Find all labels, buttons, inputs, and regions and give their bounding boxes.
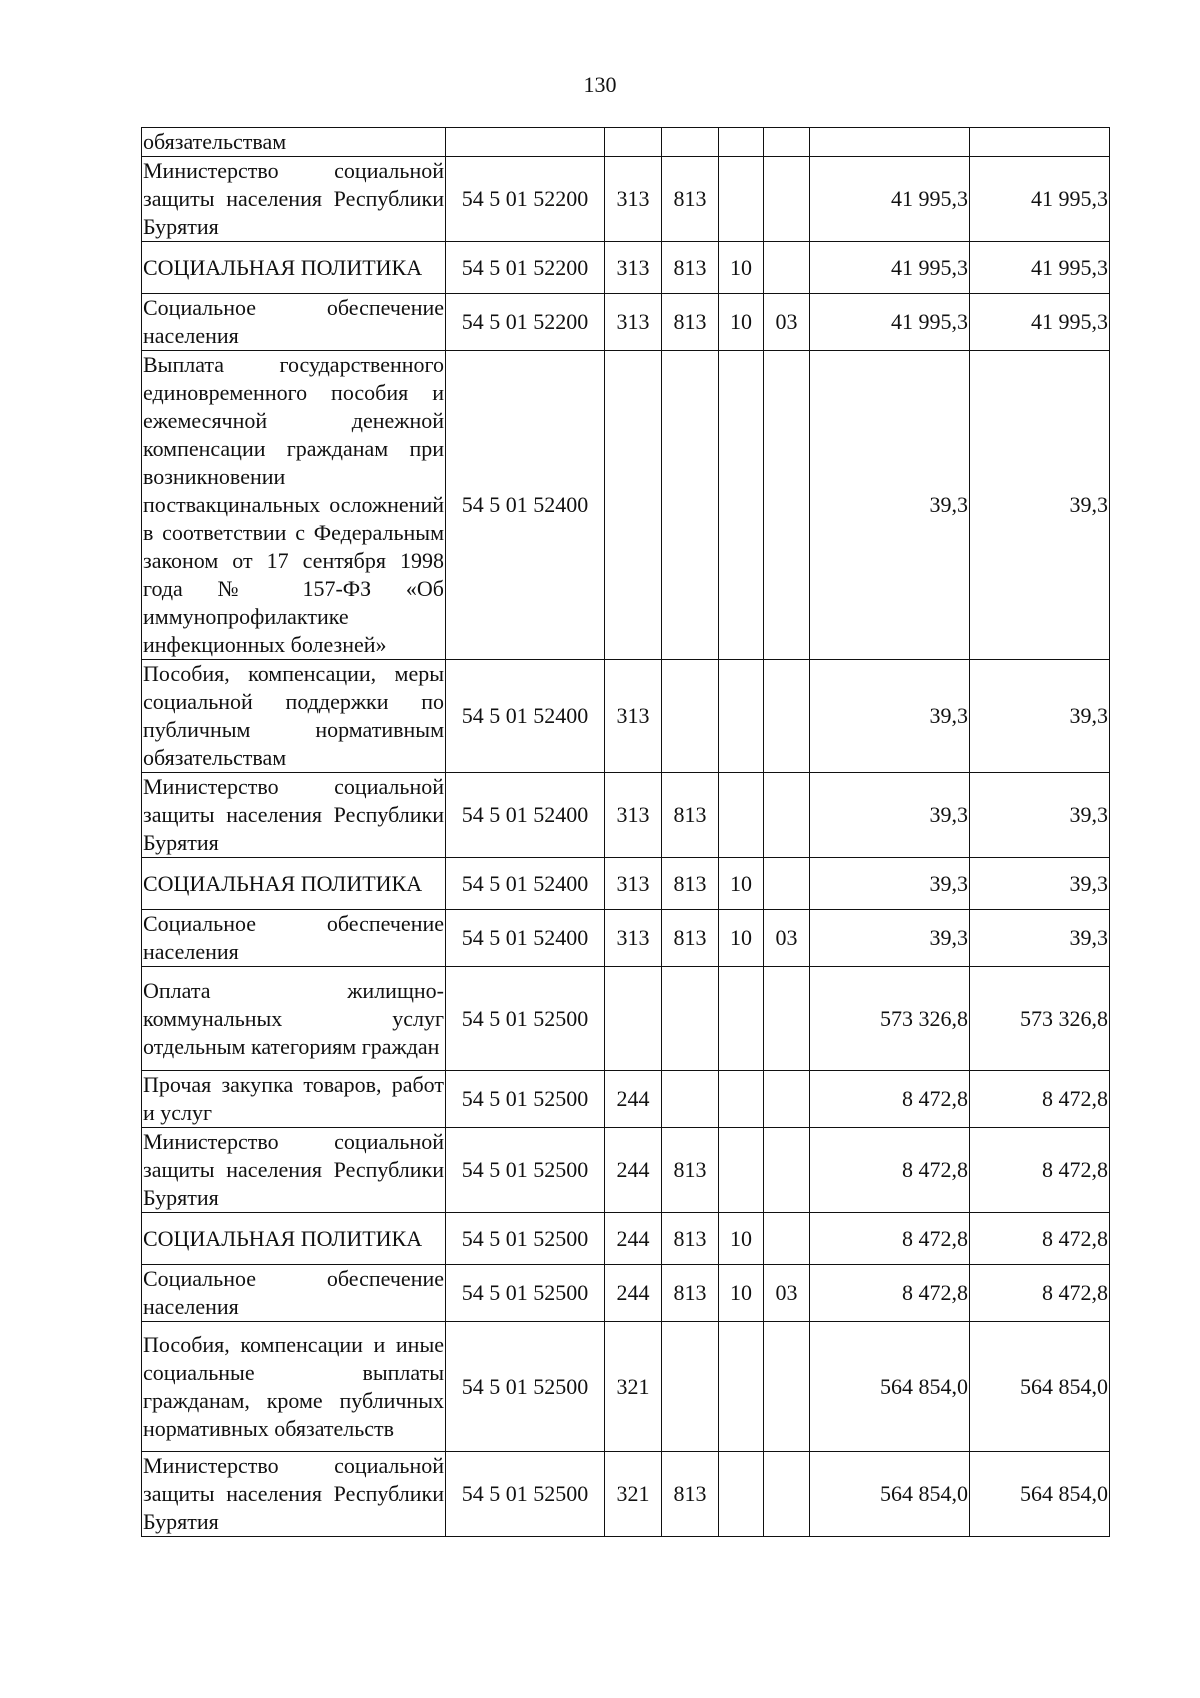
ministry-code bbox=[662, 1322, 719, 1452]
table-row bbox=[142, 1071, 1110, 1128]
section-code bbox=[719, 1452, 764, 1537]
table-row bbox=[142, 967, 1110, 1071]
amount-2: 41 995,3 bbox=[970, 242, 1110, 294]
amount-1: 573 326,8 bbox=[810, 967, 970, 1071]
target-code: 54 5 01 52500 bbox=[446, 1071, 605, 1128]
target-code: 54 5 01 52200 bbox=[446, 157, 605, 242]
table-row bbox=[142, 1452, 1110, 1537]
ministry-code: 813 bbox=[662, 858, 719, 910]
row-name: Министерство социальной защиты населения Республики Бурятия bbox=[142, 1128, 446, 1213]
subsection-code bbox=[764, 157, 810, 242]
subsection-code bbox=[764, 128, 810, 157]
subsection-code bbox=[764, 1213, 810, 1265]
subsection-code bbox=[764, 1071, 810, 1128]
amount-2: 39,3 bbox=[970, 773, 1110, 858]
budget-table bbox=[141, 127, 1110, 1537]
expense-type-code: 313 bbox=[605, 157, 662, 242]
subsection-code bbox=[764, 1452, 810, 1537]
expense-type-code: 313 bbox=[605, 773, 662, 858]
ministry-code: 813 bbox=[662, 1128, 719, 1213]
section-code: 10 bbox=[719, 294, 764, 351]
table-row bbox=[142, 351, 1110, 660]
ministry-code: 813 bbox=[662, 294, 719, 351]
row-name: Министерство социальной защиты населения Республики Бурятия bbox=[142, 773, 446, 858]
table-row bbox=[142, 773, 1110, 858]
expense-type-code: 313 bbox=[605, 660, 662, 773]
subsection-code bbox=[764, 773, 810, 858]
amount-2: 564 854,0 bbox=[970, 1452, 1110, 1537]
expense-type-code: 244 bbox=[605, 1265, 662, 1322]
target-code: 54 5 01 52400 bbox=[446, 773, 605, 858]
table-row bbox=[142, 128, 1110, 157]
section-code: 10 bbox=[719, 858, 764, 910]
table-row bbox=[142, 660, 1110, 773]
subsection-code bbox=[764, 242, 810, 294]
table-row bbox=[142, 242, 1110, 294]
expense-type-code: 313 bbox=[605, 242, 662, 294]
amount-2: 39,3 bbox=[970, 910, 1110, 967]
section-code bbox=[719, 773, 764, 858]
target-code: 54 5 01 52500 bbox=[446, 1452, 605, 1537]
row-name: Социальное обеспечение населения bbox=[142, 1265, 446, 1322]
amount-1: 39,3 bbox=[810, 858, 970, 910]
row-name: СОЦИАЛЬНАЯ ПОЛИТИКА bbox=[142, 1213, 446, 1265]
row-name: СОЦИАЛЬНАЯ ПОЛИТИКА bbox=[142, 858, 446, 910]
amount-2: 8 472,8 bbox=[970, 1265, 1110, 1322]
target-code: 54 5 01 52400 bbox=[446, 910, 605, 967]
row-name: Министерство социальной защиты населения Республики Бурятия bbox=[142, 157, 446, 242]
amount-1: 41 995,3 bbox=[810, 294, 970, 351]
ministry-code: 813 bbox=[662, 1452, 719, 1537]
expense-type-code: 244 bbox=[605, 1128, 662, 1213]
expense-type-code: 321 bbox=[605, 1452, 662, 1537]
expense-type-code: 244 bbox=[605, 1071, 662, 1128]
ministry-code bbox=[662, 1071, 719, 1128]
table-row bbox=[142, 1265, 1110, 1322]
expense-type-code: 313 bbox=[605, 294, 662, 351]
section-code bbox=[719, 1322, 764, 1452]
amount-2: 41 995,3 bbox=[970, 157, 1110, 242]
target-code: 54 5 01 52500 bbox=[446, 1128, 605, 1213]
amount-2: 39,3 bbox=[970, 858, 1110, 910]
amount-1: 564 854,0 bbox=[810, 1322, 970, 1452]
amount-1: 8 472,8 bbox=[810, 1213, 970, 1265]
row-name: Выплата государственного единовременного пособия и ежемесячной денежной компенсации гражданам при возникновении поствакцинальных осложнений в соответствии с Федеральным законом от 17 сентября 1998 года № 157-ФЗ «Об иммунопрофилактике инфекционных болезней» bbox=[142, 351, 446, 660]
amount-2: 8 472,8 bbox=[970, 1071, 1110, 1128]
section-code: 10 bbox=[719, 1265, 764, 1322]
amount-2: 39,3 bbox=[970, 351, 1110, 660]
target-code: 54 5 01 52400 bbox=[446, 858, 605, 910]
section-code: 10 bbox=[719, 1213, 764, 1265]
row-name: Министерство социальной защиты населения Республики Бурятия bbox=[142, 1452, 446, 1537]
subsection-code bbox=[764, 967, 810, 1071]
expense-type-code: 244 bbox=[605, 1213, 662, 1265]
section-code bbox=[719, 1128, 764, 1213]
expense-type-code: 313 bbox=[605, 858, 662, 910]
amount-2: 564 854,0 bbox=[970, 1322, 1110, 1452]
amount-1: 8 472,8 bbox=[810, 1128, 970, 1213]
subsection-code: 03 bbox=[764, 294, 810, 351]
target-code: 54 5 01 52500 bbox=[446, 967, 605, 1071]
amount-2: 41 995,3 bbox=[970, 294, 1110, 351]
target-code: 54 5 01 52400 bbox=[446, 660, 605, 773]
target-code: 54 5 01 52500 bbox=[446, 1265, 605, 1322]
amount-1: 39,3 bbox=[810, 773, 970, 858]
table-row bbox=[142, 1128, 1110, 1213]
section-code bbox=[719, 1071, 764, 1128]
subsection-code: 03 bbox=[764, 910, 810, 967]
amount-1: 41 995,3 bbox=[810, 157, 970, 242]
section-code: 10 bbox=[719, 242, 764, 294]
section-code bbox=[719, 351, 764, 660]
target-code: 54 5 01 52200 bbox=[446, 294, 605, 351]
expense-type-code: 313 bbox=[605, 910, 662, 967]
section-code: 10 bbox=[719, 910, 764, 967]
ministry-code: 813 bbox=[662, 910, 719, 967]
table-row bbox=[142, 910, 1110, 967]
target-code: 54 5 01 52400 bbox=[446, 351, 605, 660]
subsection-code: 03 bbox=[764, 1265, 810, 1322]
table-row bbox=[142, 1213, 1110, 1265]
amount-1: 41 995,3 bbox=[810, 242, 970, 294]
amount-2: 8 472,8 bbox=[970, 1213, 1110, 1265]
amount-2: 39,3 bbox=[970, 660, 1110, 773]
amount-2: 8 472,8 bbox=[970, 1128, 1110, 1213]
amount-1: 39,3 bbox=[810, 351, 970, 660]
row-name: Прочая закупка товаров, работ и услуг bbox=[142, 1071, 446, 1128]
subsection-code bbox=[764, 1322, 810, 1452]
row-name: Социальное обеспечение населения bbox=[142, 910, 446, 967]
target-code: 54 5 01 52200 bbox=[446, 242, 605, 294]
row-name: Социальное обеспечение населения bbox=[142, 294, 446, 351]
ministry-code bbox=[662, 128, 719, 157]
expense-type-code bbox=[605, 128, 662, 157]
target-code bbox=[446, 128, 605, 157]
target-code: 54 5 01 52500 bbox=[446, 1213, 605, 1265]
row-name: Оплата жилищно-коммунальных услуг отдельным категориям граждан bbox=[142, 967, 446, 1071]
ministry-code: 813 bbox=[662, 157, 719, 242]
row-name: СОЦИАЛЬНАЯ ПОЛИТИКА bbox=[142, 242, 446, 294]
section-code bbox=[719, 660, 764, 773]
table-row bbox=[142, 1322, 1110, 1452]
target-code: 54 5 01 52500 bbox=[446, 1322, 605, 1452]
expense-type-code bbox=[605, 351, 662, 660]
amount-1: 39,3 bbox=[810, 660, 970, 773]
section-code bbox=[719, 157, 764, 242]
amount-1: 8 472,8 bbox=[810, 1265, 970, 1322]
amount-1 bbox=[810, 128, 970, 157]
amount-1: 564 854,0 bbox=[810, 1452, 970, 1537]
amount-1: 39,3 bbox=[810, 910, 970, 967]
expense-type-code bbox=[605, 967, 662, 1071]
subsection-code bbox=[764, 351, 810, 660]
subsection-code bbox=[764, 858, 810, 910]
page-number: 130 bbox=[583, 72, 617, 97]
ministry-code: 813 bbox=[662, 773, 719, 858]
section-code bbox=[719, 128, 764, 157]
expense-type-code: 321 bbox=[605, 1322, 662, 1452]
ministry-code: 813 bbox=[662, 1213, 719, 1265]
ministry-code: 813 bbox=[662, 1265, 719, 1322]
row-name: Пособия, компенсации, меры социальной поддержки по публичным нормативным обязательствам bbox=[142, 660, 446, 773]
amount-2 bbox=[970, 128, 1110, 157]
ministry-code bbox=[662, 351, 719, 660]
table-row bbox=[142, 157, 1110, 242]
subsection-code bbox=[764, 1128, 810, 1213]
table-row bbox=[142, 858, 1110, 910]
amount-1: 8 472,8 bbox=[810, 1071, 970, 1128]
ministry-code: 813 bbox=[662, 242, 719, 294]
row-name: Пособия, компенсации и иные социальные выплаты гражданам, кроме публичных нормативных обязательств bbox=[142, 1322, 446, 1452]
ministry-code bbox=[662, 967, 719, 1071]
table-row bbox=[142, 294, 1110, 351]
section-code bbox=[719, 967, 764, 1071]
subsection-code bbox=[764, 660, 810, 773]
row-name: обязательствам bbox=[142, 128, 446, 157]
amount-2: 573 326,8 bbox=[970, 967, 1110, 1071]
ministry-code bbox=[662, 660, 719, 773]
